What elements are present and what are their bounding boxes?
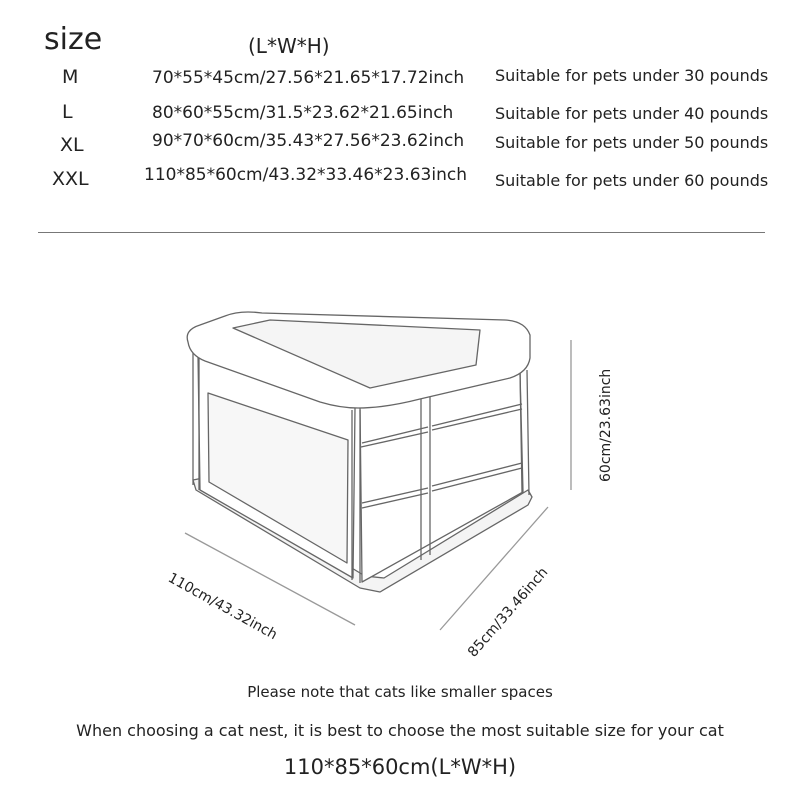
note-small-spaces: Please note that cats like smaller spaces xyxy=(247,683,553,701)
dimensions-m: 70*55*45cm/27.56*21.65*17.72inch xyxy=(152,68,465,88)
size-label-m: M xyxy=(62,66,79,88)
tent-pole-back-right xyxy=(520,370,529,495)
size-label-xxl: XXL xyxy=(52,168,89,190)
size-label-l: L xyxy=(62,101,73,123)
height-label: 60cm/23.63inch xyxy=(598,368,614,482)
dimensions-header: (L*W*H) xyxy=(248,34,330,58)
suitability-m: Suitable for pets under 30 pounds xyxy=(495,66,769,85)
model-size-label: 110*85*60cm(L*W*H) xyxy=(283,755,517,779)
note-choose-size: When choosing a cat nest, it is best to choose the most suitable size for your cat xyxy=(76,721,724,740)
dimensions-l: 80*60*55cm/31.5*23.62*21.65inch xyxy=(152,103,454,123)
suitability-xl: Suitable for pets under 50 pounds xyxy=(495,133,769,152)
dimensions-xxl: 110*85*60cm/43.32*33.46*23.63inch xyxy=(144,165,467,185)
dimensions-xl: 90*70*60cm/35.43*27.56*23.62inch xyxy=(152,131,465,151)
suitability-l: Suitable for pets under 40 pounds xyxy=(495,104,769,123)
divider-line xyxy=(38,232,765,233)
suitability-xxl: Suitable for pets under 60 pounds xyxy=(495,171,769,190)
size-label-xl: XL xyxy=(60,134,84,156)
length-label: 110cm/43.32inch xyxy=(165,570,280,644)
width-label: 85cm/33.46inch xyxy=(465,564,552,661)
size-header: size xyxy=(44,22,103,57)
